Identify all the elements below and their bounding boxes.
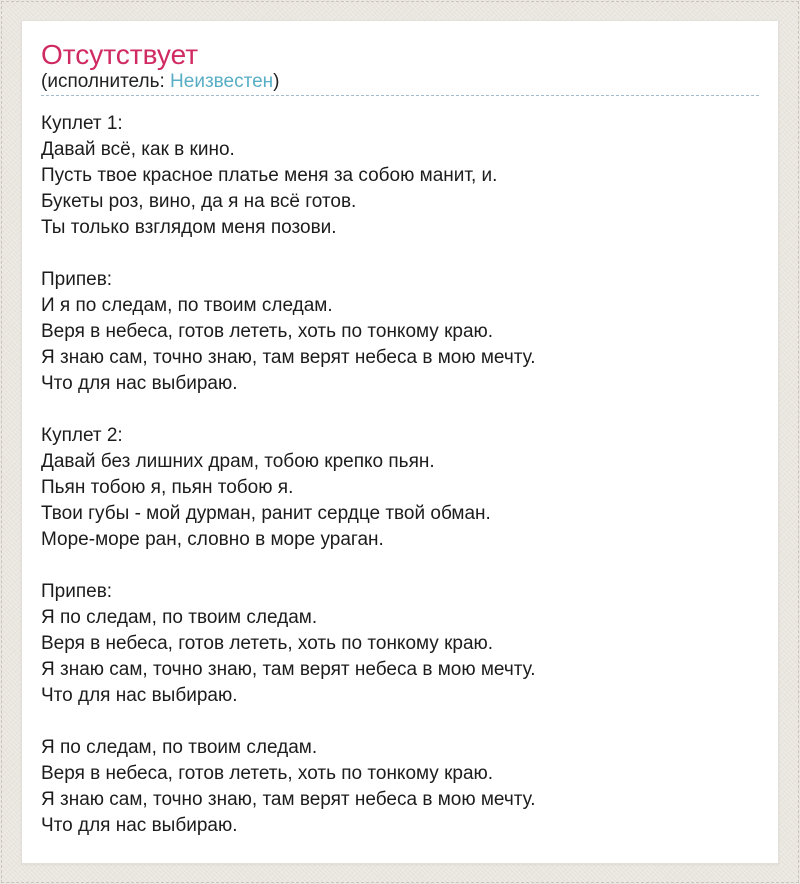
- artist-label: (исполнитель:: [41, 71, 171, 92]
- artist-link[interactable]: Неизвестен: [170, 71, 274, 92]
- lyric-line: Что для нас выбираю.: [41, 815, 238, 836]
- lyric-line: Пьян тобою я, пьян тобою я.: [41, 477, 294, 498]
- lyric-line: Я знаю сам, точно знаю, там верят небеса в мою мечту.: [41, 789, 536, 810]
- lyric-line: Веря в небеса, готов лететь, хоть по тонкому краю.: [41, 633, 494, 654]
- lyric-line: Я по следам, по твоим следам.: [41, 607, 318, 628]
- lyric-line: Я по следам, по твоим следам.: [41, 737, 318, 758]
- lyric-line: Я знаю сам, точно знаю, там верят небеса в мою мечту.: [41, 659, 536, 680]
- lyric-line: Веря в небеса, готов лететь, хоть по тонкому краю.: [41, 763, 494, 784]
- lyric-line: Давай всё, как в кино.: [41, 139, 235, 160]
- lyric-line: Припев:: [41, 269, 113, 290]
- stanza-outro-chorus: [41, 735, 759, 839]
- lyric-line: Букеты роз, вино, да я на всё готов.: [41, 191, 357, 212]
- lyric-line: Море-море ран, словно в море ураган.: [41, 529, 384, 550]
- stanza-chorus-2: [41, 579, 759, 709]
- stanza-verse-2: [41, 423, 759, 553]
- lyric-line: Веря в небеса, готов лететь, хоть по тонкому краю.: [41, 321, 494, 342]
- artist-line: [41, 71, 759, 96]
- artist-suffix: ): [273, 71, 280, 92]
- lyric-line: Что для нас выбираю.: [41, 373, 238, 394]
- stanza-chorus-1: [41, 267, 759, 397]
- lyric-line: И я по следам, по твоим следам.: [41, 295, 333, 316]
- lyric-line: Что для нас выбираю.: [41, 685, 238, 706]
- lyric-line: Припев:: [41, 581, 113, 602]
- lyric-line: Куплет 2:: [41, 425, 123, 446]
- lyric-line: Твои губы - мой дурман, ранит сердце твой обман.: [41, 503, 491, 524]
- lyric-line: Пусть твое красное платье меня за собою манит, и.: [41, 165, 498, 186]
- stanza-verse-1: [41, 111, 759, 241]
- lyric-line: Давай без лишних драм, тобою крепко пьян.: [41, 451, 435, 472]
- lyric-line: Куплет 1:: [41, 113, 123, 134]
- lyrics-card: [21, 20, 779, 864]
- lyric-line: Я знаю сам, точно знаю, там верят небеса в мою мечту.: [41, 347, 536, 368]
- lyrics-text: [41, 111, 759, 839]
- page-title: Отсутствует: [41, 39, 199, 70]
- lyric-line: Ты только взглядом меня позови.: [41, 217, 337, 238]
